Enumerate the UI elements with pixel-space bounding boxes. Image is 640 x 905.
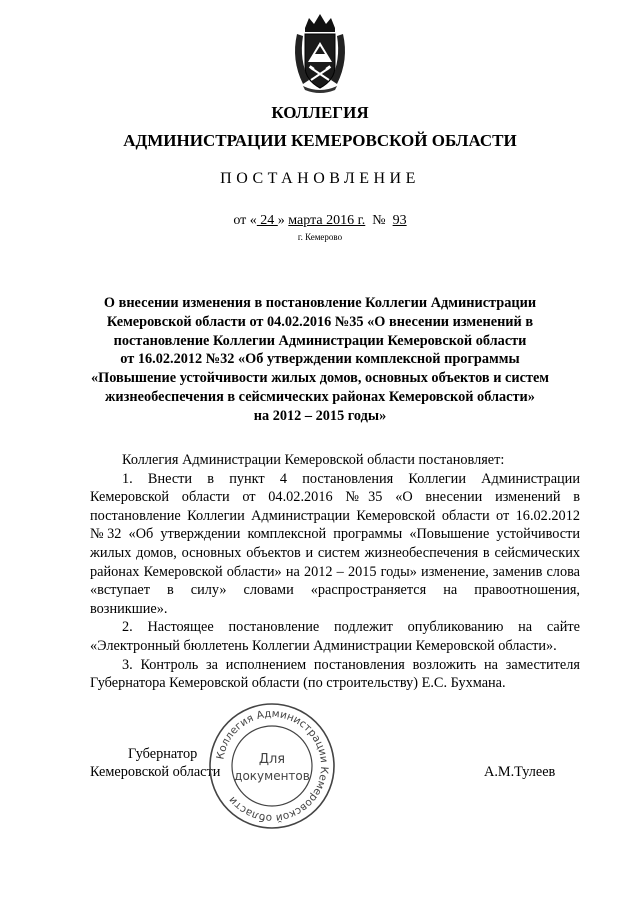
title-line: от 16.02.2012 №32 «Об утверждении комплексной программы — [120, 351, 520, 368]
title-line: О внесении изменения в постановление Коллегии Администрации — [103, 295, 537, 311]
body-item-1: 1. Внести в пункт 4 постановления Коллегии Администрации Кемеровской области от 04.02.2016 №35 «О внесении изменений в постановление Коллегии Администрации Кемеровской области от 16.02.2012 №32 «Об утверждении комплексной программы «Повышение устойчивости жилых домов, основных объектов и систем жизнеобеспечения в сейсмических районах Кемеровской области» на 2012 – 2015 годы» изменение, заменив слова «вступает в силу» словами «распространяется на правоотношения, возникшие». — [90, 470, 580, 617]
stamp-ring-text: Коллегия Администрации Кемеровской области — [214, 707, 331, 825]
date-prefix: от « — [233, 213, 257, 228]
stamp-center-line2: документов — [234, 769, 310, 783]
coat-of-arms-icon — [289, 10, 351, 94]
org-name-line2: АДМИНИСТРАЦИИ КЕМЕРОВСКОЙ ОБЛАСТИ — [123, 131, 517, 150]
title-line: на 2012 – 2015 годы» — [253, 407, 387, 424]
document-body — [90, 451, 580, 693]
document-date-number — [0, 213, 640, 229]
title-line: «Повышение устойчивости жилых домов, основных объектов и систем — [90, 370, 550, 387]
body-item-3: 3. Контроль за исполнением постановления возложить на заместителя Губернатора Кемеровской области (по строительству) Е.С. Бухмана. — [90, 656, 580, 692]
title-line: постановление Коллегии Администрации Кемеровской области — [113, 332, 527, 349]
stamp-center-line1: Для — [258, 752, 286, 767]
signer-title-line2: Кемеровской области — [90, 764, 221, 780]
signer-title-line1: Губернатор — [128, 746, 198, 762]
date-mid: » — [277, 213, 289, 228]
document-title — [70, 294, 570, 426]
official-stamp-icon — [206, 700, 338, 832]
document-number: 93 — [392, 213, 407, 228]
date-day: 24 — [256, 213, 278, 228]
city: г. Кемерово — [297, 232, 343, 242]
body-item-2: 2. Настоящее постановление подлежит опубликованию на сайте «Электронный бюллетень Коллегии Администрации Кемеровской области». — [90, 619, 580, 654]
date-month-year: марта 2016 г. — [288, 213, 366, 228]
org-name-line1: КОЛЛЕГИЯ — [271, 103, 369, 122]
number-label: № — [365, 213, 393, 228]
body-intro: Коллегия Администрации Кемеровской области постановляет: — [122, 452, 505, 468]
title-line: Кемеровской области от 04.02.2016 №35 «О внесении изменений в — [106, 313, 534, 330]
title-line: жизнеобеспечения в сейсмических районах Кемеровской области» — [105, 388, 535, 405]
document-type: ПОСТАНОВЛЕНИЕ — [220, 170, 420, 187]
signer-name: А.М.Тулеев — [484, 764, 556, 780]
